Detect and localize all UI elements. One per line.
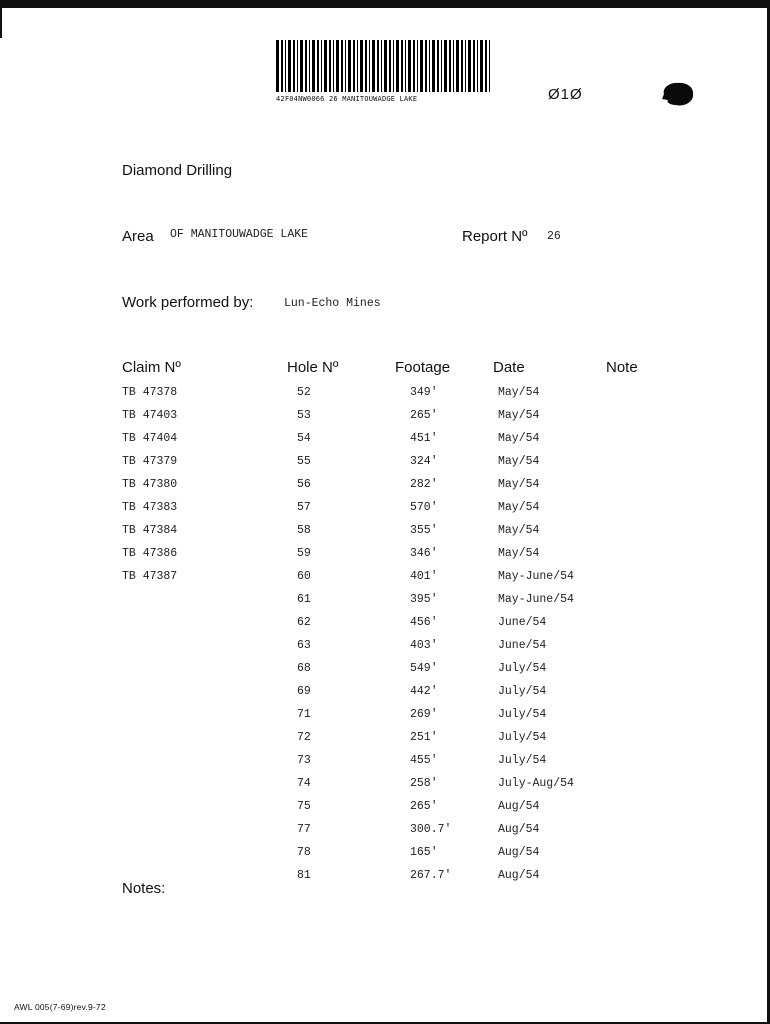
cell-hole: 78 [297, 846, 311, 859]
cell-date: May-June/54 [498, 593, 574, 606]
cell-footage: 269' [410, 708, 438, 721]
cell-hole: 57 [297, 501, 311, 514]
cell-footage: 549' [410, 662, 438, 675]
cell-date: May/54 [498, 478, 540, 491]
cell-hole: 74 [297, 777, 311, 790]
cell-date: Aug/54 [498, 869, 540, 882]
cell-hole: 69 [297, 685, 311, 698]
cell-date: May/54 [498, 455, 540, 468]
cell-footage: 165' [410, 846, 438, 859]
cell-hole: 63 [297, 639, 311, 652]
cell-date: July/54 [498, 731, 547, 744]
barcode [276, 40, 492, 92]
cell-claim: TB 47383 [122, 501, 178, 514]
cell-footage: 346' [410, 547, 438, 560]
cell-hole: 71 [297, 708, 311, 721]
cell-hole: 52 [297, 386, 311, 399]
cell-hole: 81 [297, 869, 311, 882]
cell-hole: 61 [297, 593, 311, 606]
report-number: 26 [547, 230, 561, 243]
column-footage: Footage [395, 359, 451, 376]
cell-claim: TB 47378 [122, 386, 178, 399]
cell-hole: 55 [297, 455, 311, 468]
cell-hole: 56 [297, 478, 311, 491]
work-value: Lun-Echo Mines [284, 297, 381, 310]
cell-date: June/54 [498, 639, 547, 652]
cell-hole: 59 [297, 547, 311, 560]
cell-date: May/54 [498, 409, 540, 422]
cell-date: May/54 [498, 547, 540, 560]
notes-label: Notes: [122, 880, 166, 897]
cell-footage: 300.7' [410, 823, 452, 836]
cell-footage: 258' [410, 777, 438, 790]
cell-hole: 54 [297, 432, 311, 445]
cell-claim: TB 47380 [122, 478, 178, 491]
area-label: Area [122, 228, 154, 245]
cell-claim: TB 47404 [122, 432, 178, 445]
column-hole: Hole Nº [287, 359, 339, 376]
cell-claim: TB 47403 [122, 409, 178, 422]
cell-footage: 395' [410, 593, 438, 606]
cell-date: Aug/54 [498, 823, 540, 836]
cell-date: July/54 [498, 662, 547, 675]
report-label: Report Nº [462, 228, 528, 245]
cell-hole: 73 [297, 754, 311, 767]
cell-footage: 442' [410, 685, 438, 698]
cell-date: May/54 [498, 501, 540, 514]
cell-footage: 570' [410, 501, 438, 514]
cell-hole: 68 [297, 662, 311, 675]
cell-date: May-June/54 [498, 570, 574, 583]
cell-footage: 355' [410, 524, 438, 537]
cell-footage: 401' [410, 570, 438, 583]
work-label: Work performed by: [122, 294, 254, 311]
cell-date: Aug/54 [498, 800, 540, 813]
barcode-caption: 42F04NW0066 26 MANITOUWADGE LAKE [276, 95, 418, 103]
cell-date: July/54 [498, 754, 547, 767]
cell-hole: 75 [297, 800, 311, 813]
cell-footage: 282' [410, 478, 438, 491]
cell-footage: 251' [410, 731, 438, 744]
cell-footage: 451' [410, 432, 438, 445]
cell-date: May/54 [498, 386, 540, 399]
cell-claim: TB 47379 [122, 455, 178, 468]
area-value: OF MANITOUWADGE LAKE [170, 228, 309, 241]
cell-claim: TB 47386 [122, 547, 178, 560]
form-number: AWL 005(7-69)rev.9-72 [14, 1002, 106, 1012]
cell-hole: 62 [297, 616, 311, 629]
cell-claim: TB 47387 [122, 570, 178, 583]
column-claim: Claim Nº [122, 359, 181, 376]
cell-footage: 456' [410, 616, 438, 629]
cell-date: July/54 [498, 685, 547, 698]
cell-claim: TB 47384 [122, 524, 178, 537]
cell-footage: 455' [410, 754, 438, 767]
cell-hole: 77 [297, 823, 311, 836]
cell-hole: 60 [297, 570, 311, 583]
cell-hole: 53 [297, 409, 311, 422]
cell-date: Aug/54 [498, 846, 540, 859]
cell-footage: 349' [410, 386, 438, 399]
ink-blot-icon [660, 78, 696, 108]
page-title: Diamond Drilling [122, 162, 233, 179]
cell-footage: 265' [410, 800, 438, 813]
cell-footage: 403' [410, 639, 438, 652]
cell-footage: 324' [410, 455, 438, 468]
cell-hole: 58 [297, 524, 311, 537]
file-code: Ø1Ø [548, 86, 583, 103]
column-note: Note [606, 359, 638, 376]
cell-date: July/54 [498, 708, 547, 721]
column-date: Date [493, 359, 525, 376]
scan-border-left [0, 8, 2, 38]
cell-date: May/54 [498, 432, 540, 445]
cell-footage: 267.7' [410, 869, 452, 882]
cell-date: July-Aug/54 [498, 777, 574, 790]
cell-hole: 72 [297, 731, 311, 744]
cell-footage: 265' [410, 409, 438, 422]
cell-date: May/54 [498, 524, 540, 537]
cell-date: June/54 [498, 616, 547, 629]
scan-border-top [0, 0, 770, 8]
